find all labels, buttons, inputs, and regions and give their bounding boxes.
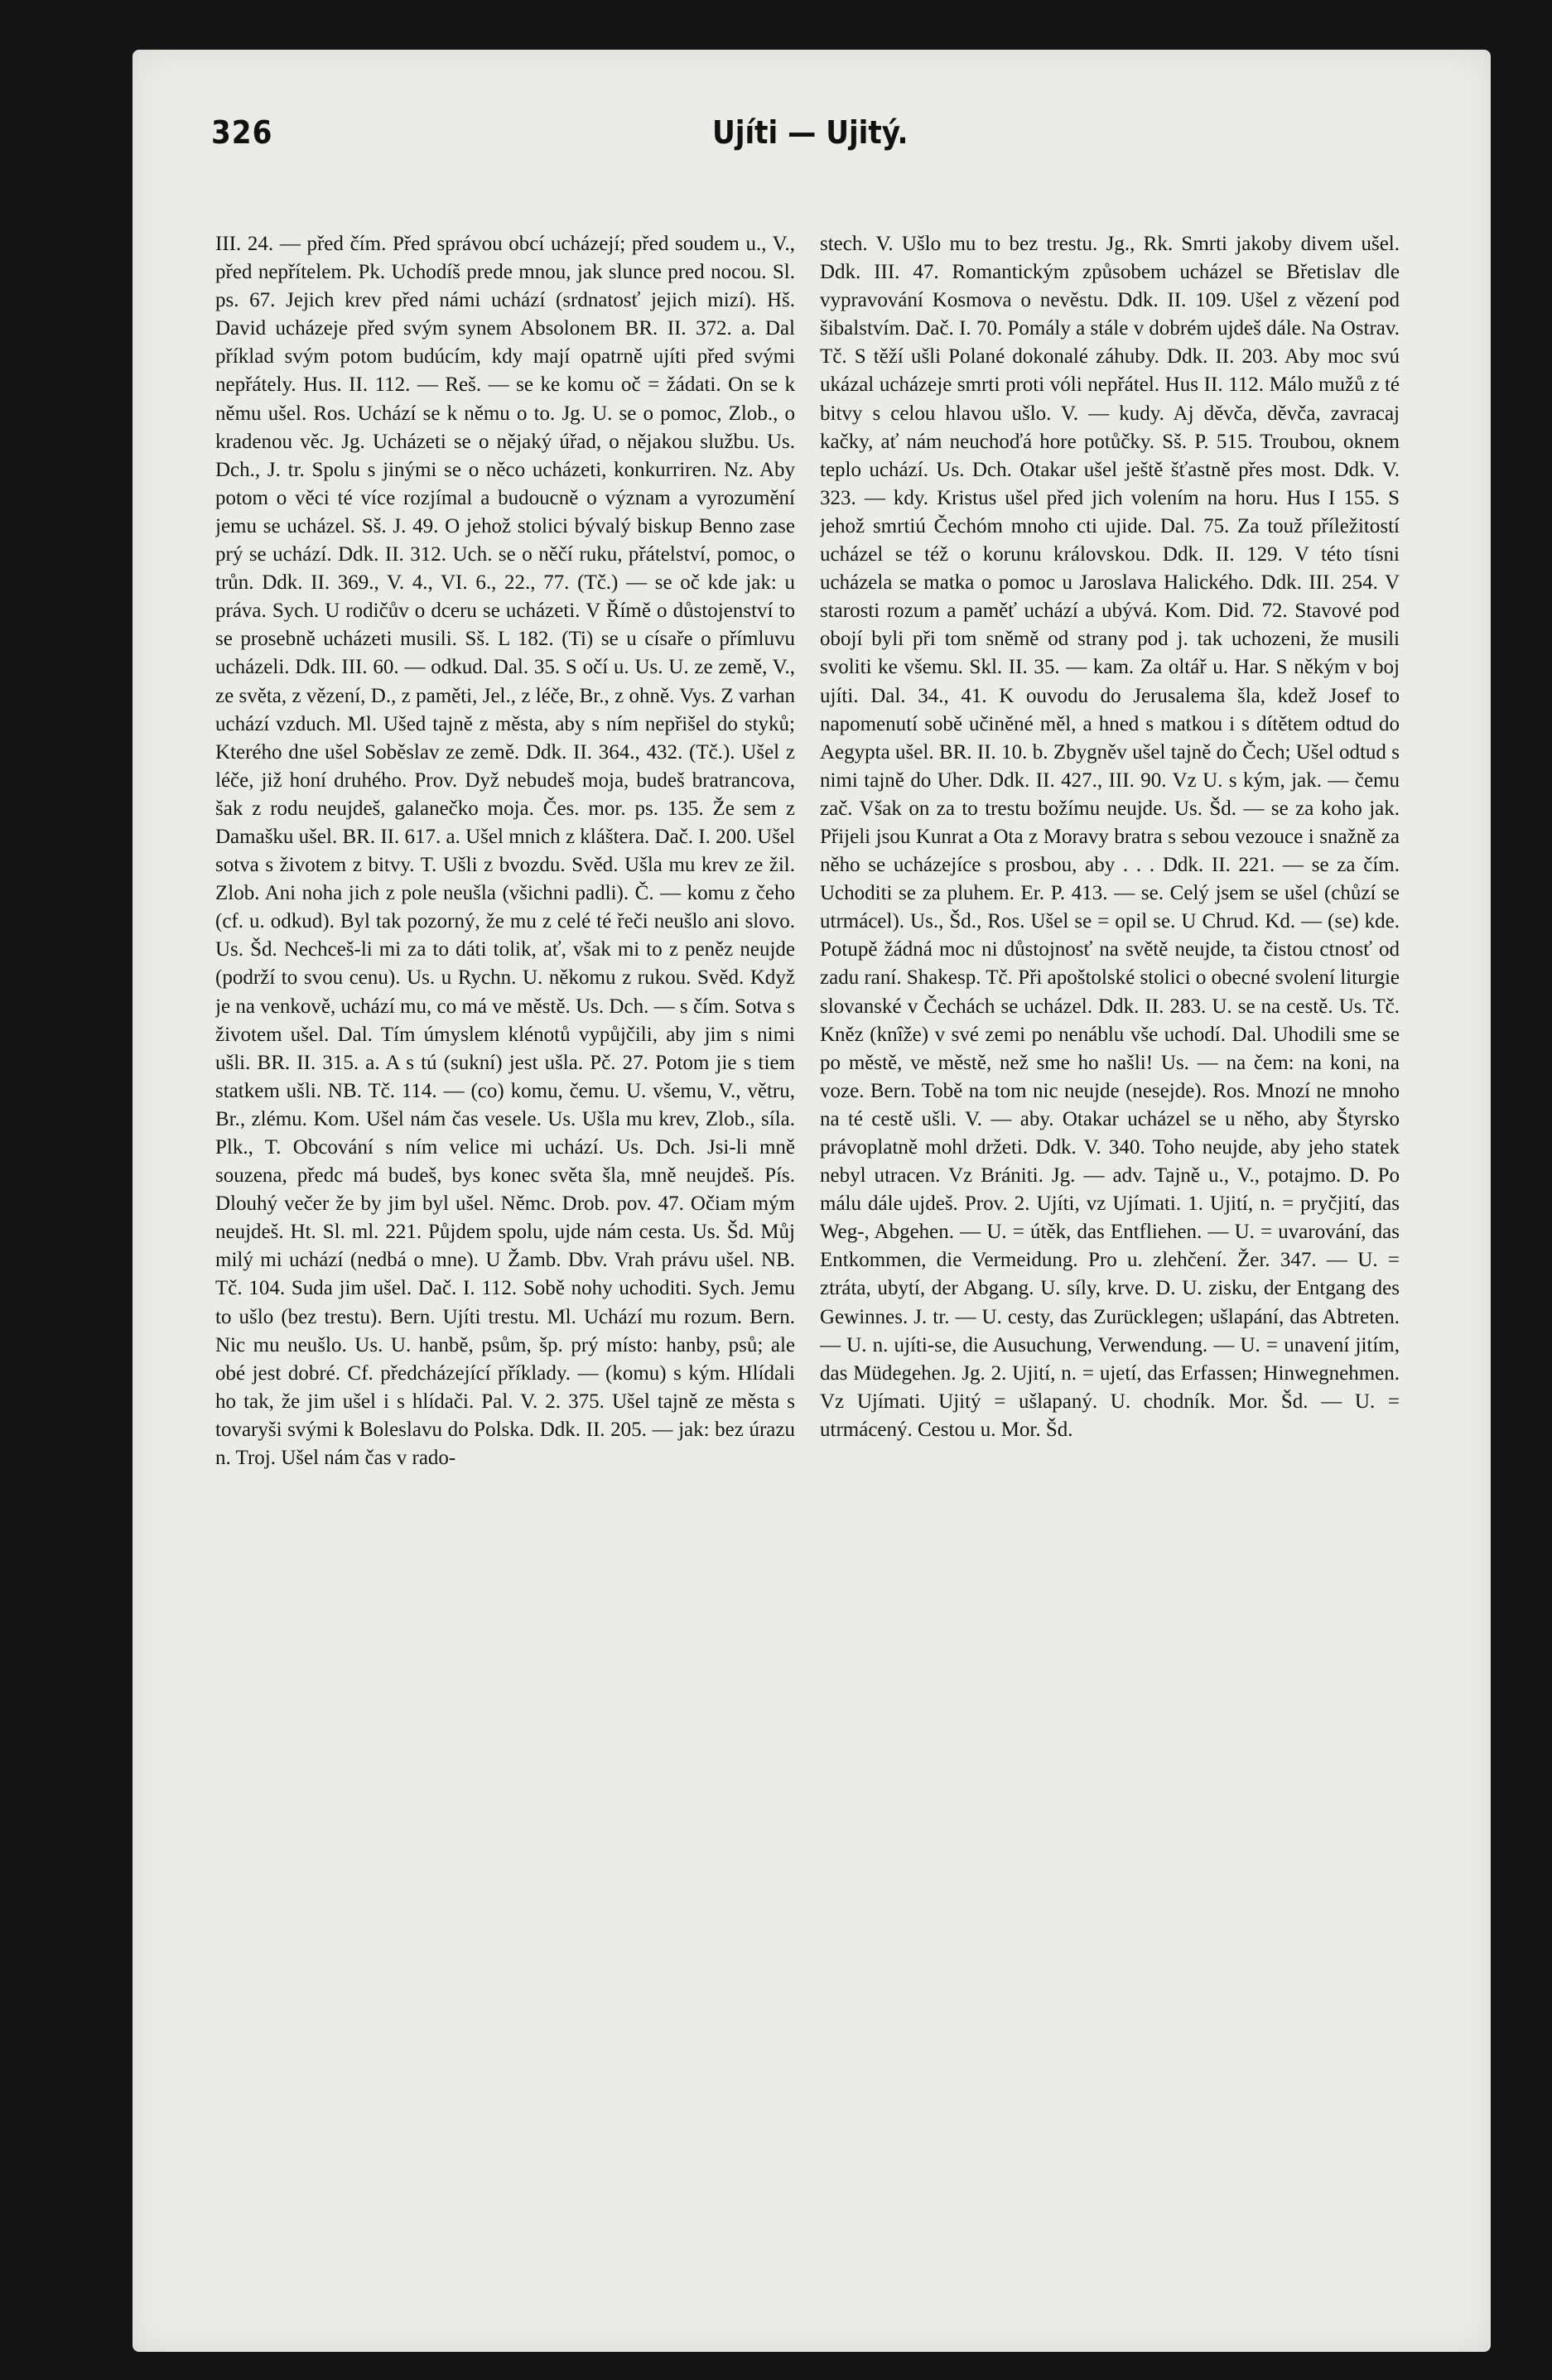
- right-column-text: stech. V. Ušlo mu to bez trestu. Jg., Rk. Smrti jakoby divem ušel. Ddk. III. 47. Romantickým způsobem ucházel se Břetislav dle vypravování Kosmova o nevěstu. Ddk. II. 109. Ušel z vězení pod šibalstvím. Dač. I. 70. Pomály a stále v dobrém ujdeš dále. Na Ostrav. Tč. S těží ušli Polané dokonalé záhuby. Ddk. II. 203. Aby moc svú ukázal ucházeje smrti proti vóli nepřátel. Hus II. 112. Málo mužů z té bitvy s celou hlavou ušlo. V. — kudy. Aj děvča, děvča, zavracaj kačky, ať nám neuchoďá hore potůčky. Sš. P. 515. Troubou, oknem teplo uchází. Us. Dch. Otakar ušel ještě šťastně přes most. Ddk. V. 323. — kdy. Kristus ušel před jich volením na horu. Hus I 155. S jehož smrtiú Čechóm mnoho cti ujide. Dal. 75. Za touž příležitostí ucházel se též o korunu královskou. Ddk. II. 129. V této tísni ucházela se matka o pomoc u Jaroslava Halického. Ddk. III. 254. V starosti rozum a paměť uchází a ubývá. Kom. Did. 72. Stavové pod obojí byli při tom sněmě od strany pod j. tak uchozeni, že musili svoliti ke všemu. Skl. II. 35. — kam. Za oltář u. Har. S někým v boj ujíti. Dal. 34., 41. K ouvodu do Jerusalema šla, kdež Josef to napomenutí sobě učiněné měl, a hned s matkou i s dítětem odtud do Aegypta ušel. BR. II. 10. b. Zbygněv ušel tajně do Čech; Ušel odtud s nimi tajně do Uher. Ddk. II. 427., III. 90. Vz U. s kým, jak. — čemu zač. Však on za to trestu božímu neujde. Us. Šd. — se za koho jak. Přijeli jsou Kunrat a Ota z Moravy bratra s sebou vezouce i snažně za něho se ucházejíce s prosbou, aby . . . Ddk. II. 221. — se za čím. Uchoditi se za pluhem. Er. P. 413. — se. Celý jsem se ušel (chůzí se utrmácel). Us., Šd., Ros. Ušel se = opil se. U Chrud. Kd. — (se) kde. Potupě žádná moc ni důstojnosť na světě neujde, ta čistou ctnosť od zadu raní. Shakesp. Tč. Při apoštolské stolici o obecné svolení liturgie slovanské v Čechách se ucházel. Ddk. II. 283. U. se na cestě. Us. Tč. Kněz (knîže) v své zemi po nenáblu vše uchodí. Dal. Uhodili sme se po městě, ve městě, než sme ho našli! Us. — na čem: na koni, na voze. Bern. Tobě na tom nic neujde (nesejde). Ros. Mnozí ne mnoho na té cestě ušli. V. — aby. Otakar ucházel se u něho, aby Štyrsko právoplatně mohl držeti. Ddk. V. 340. Toho neujde, aby jeho statek nebyl utracen. Vz Brániti. Jg. — adv. Tajně u., V., potajmo. D. Po málu dále ujdeš. Prov. 2. Ujíti, vz Ujímati. 1. Ujití, n. = pryčjití, das Weg-, Abgehen. — U. = útěk, das Entfliehen. — U. = uvarování, das Entkommen, die Vermeidung. Pro u. zlehčení. Žer. 347. — U. = ztráta, ubytí, der Abgang. U. síly, krve. D. U. zisku, der Entgang des Gewinnes. J. tr. — U. cesty, das Zurücklegen; ušlapání, das Abtreten. — U. n. ujíti-se, die Ausuchung, Verwendung. — U. = unavení jitím, das Müdegehen. Jg. 2. Ujití, n. = ujetí, das Erfassen; Hinwegnehmen. Vz Ujímati. Ujitý = ušlapaný. U. chodník. Mor. Šd. — U. = utrmácený. Cestou u. Mor. Šd.: [820, 233, 1400, 1441]
- page-number: 326: [211, 114, 273, 151]
- page-header: [133, 114, 1491, 164]
- right-column: [820, 230, 1400, 2325]
- left-column: [215, 230, 795, 2325]
- dictionary-page: [133, 50, 1491, 2352]
- left-column-text: III. 24. — před čím. Před správou obcí ucházejí; před soudem u., V., před nepřítelem. Pk. Uchodíš prede mnou, jak slunce pred nocou. Sl. ps. 67. Jejich krev před námi uchází (srdnatosť jejich mizí). Hš. David ucházeje před svým synem Absolonem BR. II. 372. a. Dal příklad svým potom budúcím, kdy mají opatrně ujíti před svými nepřátely. Hus. II. 112. — Reš. — se ke komu oč = žádati. On se k němu ušel. Ros. Uchází se k němu o to. Jg. U. se o pomoc, Zlob., o kradenou věc. Jg. Ucházeti se o nějaký úřad, o nějakou službu. Us. Dch., J. tr. Spolu s jinými se o něco ucházeti, konkurriren. Nz. Aby potom o věci té více rozjímal a budoucně o význam a vyrozumění jemu se ucházel. Sš. J. 49. O jehož stolici bývalý biskup Benno zase prý se uchází. Ddk. II. 312. Uch. se o něčí ruku, přátelství, pomoc, o trůn. Ddk. II. 369., V. 4., VI. 6., 22., 77. (Tč.) — se oč kde jak: u práva. Sych. U rodičův o dceru se ucházeti. V Římě o důstojenství to se prosebně ucházeti musili. Sš. L 182. (Ti) se u císaře o přímluvu ucházeli. Ddk. III. 60. — odkud. Dal. 35. S očí u. Us. U. ze země, V., ze světa, z vězení, D., z paměti, Jel., z léče, Br., z ohně. Vys. Z varhan uchází vzduch. Ml. Ušed tajně z města, aby s ním nepřišel do styků; Kterého dne ušel Soběslav ze země. Ddk. II. 364., 432. (Tč.). Ušel z léče, již honí druhého. Prov. Dyž nebudeš moja, budeš bratrancova, šak z rodu neujdeš, galanečko moja. Čes. mor. ps. 135. Že sem z Damašku ušel. BR. II. 617. a. Ušel mnich z kláštera. Dač. I. 200. Ušel sotva s životem z bitvy. T. Ušli z bvozdu. Svěd. Ušla mu krev ze žil. Zlob. Ani noha jich z pole neušla (všichni padli). Č. — komu z čeho (cf. u. odkud). Byl tak pozorný, že mu z celé té řeči neušlo ani slovo. Us. Šd. Nechceš-li mi za to dáti tolik, ať, však mi to z peněz neujde (podrží to svou cenu). Us. u Rychn. U. někomu z rukou. Svěd. Když je na venkově, uchází mu, co má ve městě. Us. Dch. — s čím. Sotva s životem ušel. Dal. Tím úmyslem klénotů vypůjčili, aby jim s nimi ušli. BR. II. 315. a. A s tú (sukní) jest ušla. Pč. 27. Potom jie s tiem statkem ušli. NB. Tč. 114. — (co) komu, čemu. U. všemu, V., větru, Br., zlému. Kom. Ušel nám čas vesele. Us. Ušla mu krev, Zlob., síla. Plk., T. Obcování s ním velice mi uchází. Us. Dch. Jsi-li mně souzena, předc má budeš, bys konec světa šla, mně neujdeš. Pís. Dlouhý večer že by jim byl ušel. Němc. Drob. pov. 47. Očiam mým neujdeš. Ht. Sl. ml. 221. Půjdem spolu, ujde nám cesta. Us. Šd. Můj milý mi uchází (nedbá o mne). U Žamb. Dbv. Vrah právu ušel. NB. Tč. 104. Suda jim ušel. Dač. I. 112. Sobě nohy uchoditi. Sych. Jemu to ušlo (bez trestu). Bern. Ujíti trestu. Ml. Uchází mu rozum. Bern. Nic mu neušlo. Us. U. hanbě, psům, šp. prý místo: hanby, psů; ale obé jest dobré. Cf. předcházející příklady. — (komu) s kým. Hlídali ho tak, že jim ušel i s hlídači. Pal. V. 2. 375. Ušel tajně ze města s tovaryši svými k Boleslavu do Polska. Ddk. II. 205. — jak: bez úrazu n. Troj. Ušel nám čas v rado-: [215, 233, 795, 1470]
- running-head: Ujíti — Ujitý.: [712, 114, 909, 151]
